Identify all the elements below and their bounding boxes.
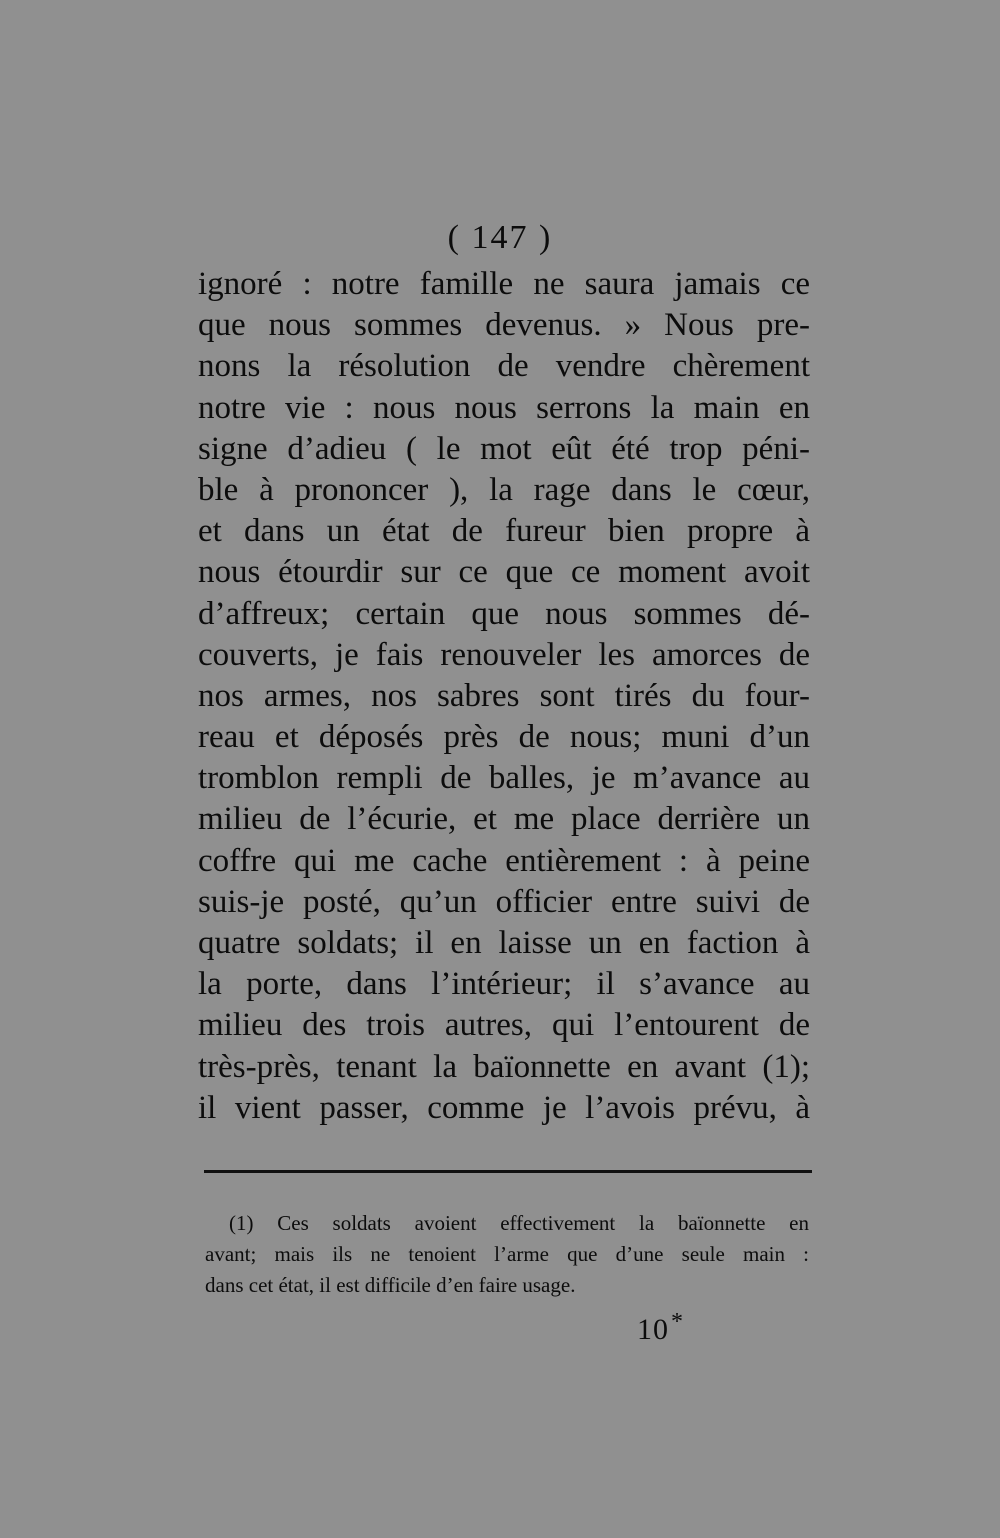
body-line: quatre soldats; il en laisse un en faction à — [198, 925, 810, 961]
body-text — [198, 264, 810, 1129]
body-line: ignoré : notre famille ne saura jamais ce — [198, 266, 810, 302]
body-line: suis-je posté, qu’un officier entre suivi de — [198, 883, 810, 920]
body-line: notre vie : nous nous serrons la main en — [198, 389, 810, 426]
body-line: couverts, je fais renouveler les amorces de — [198, 636, 810, 673]
body-line: signe d’adieu ( le mot eût été trop péni- — [198, 430, 810, 467]
footnote-line: avant; mais ils ne tenoient l’arme que d’une seule main : — [205, 1242, 809, 1266]
body-line: milieu de l’écurie, et me place derrière un — [198, 801, 810, 838]
body-line: coffre qui me cache entièrement : à peine — [198, 842, 810, 879]
signature-mark — [637, 1302, 684, 1350]
body-line: il vient passer, comme je l’avois prévu, à — [198, 1089, 810, 1126]
body-line: tromblon rempli de balles, je m’avance au — [198, 760, 810, 797]
body-line: très-près, tenant la baïonnette en avant (1); — [198, 1048, 810, 1085]
footnote-line: dans cet état, il est difficile d’en faire usage. — [205, 1273, 576, 1297]
body-line: la porte, dans l’intérieur; il s’avance au — [198, 966, 810, 1003]
body-line: et dans un état de fureur bien propre à — [198, 513, 810, 550]
footnote — [205, 1208, 809, 1301]
asterisk-icon: * — [671, 1309, 684, 1335]
footnote-line: (1) Ces soldats avoient effectivement la baïonnette en — [229, 1211, 809, 1235]
page-number: ( 147 ) — [447, 219, 553, 256]
body-line: reau et déposés près de nous; muni d’un — [198, 719, 810, 756]
body-line: ble à prononcer ), la rage dans le cœur, — [198, 471, 810, 508]
signature-number: 10 — [637, 1313, 669, 1346]
body-line: d’affreux; certain que nous sommes dé- — [198, 595, 810, 632]
body-line: nos armes, nos sabres sont tirés du four- — [198, 677, 810, 714]
footnote-divider — [204, 1170, 812, 1173]
body-line: milieu des trois autres, qui l’entourent de — [198, 1007, 810, 1044]
body-line: que nous sommes devenus. » Nous pre- — [198, 307, 810, 344]
body-line: nous étourdir sur ce que ce moment avoit — [198, 554, 810, 591]
body-line: nons la résolution de vendre chèrement — [198, 348, 810, 385]
